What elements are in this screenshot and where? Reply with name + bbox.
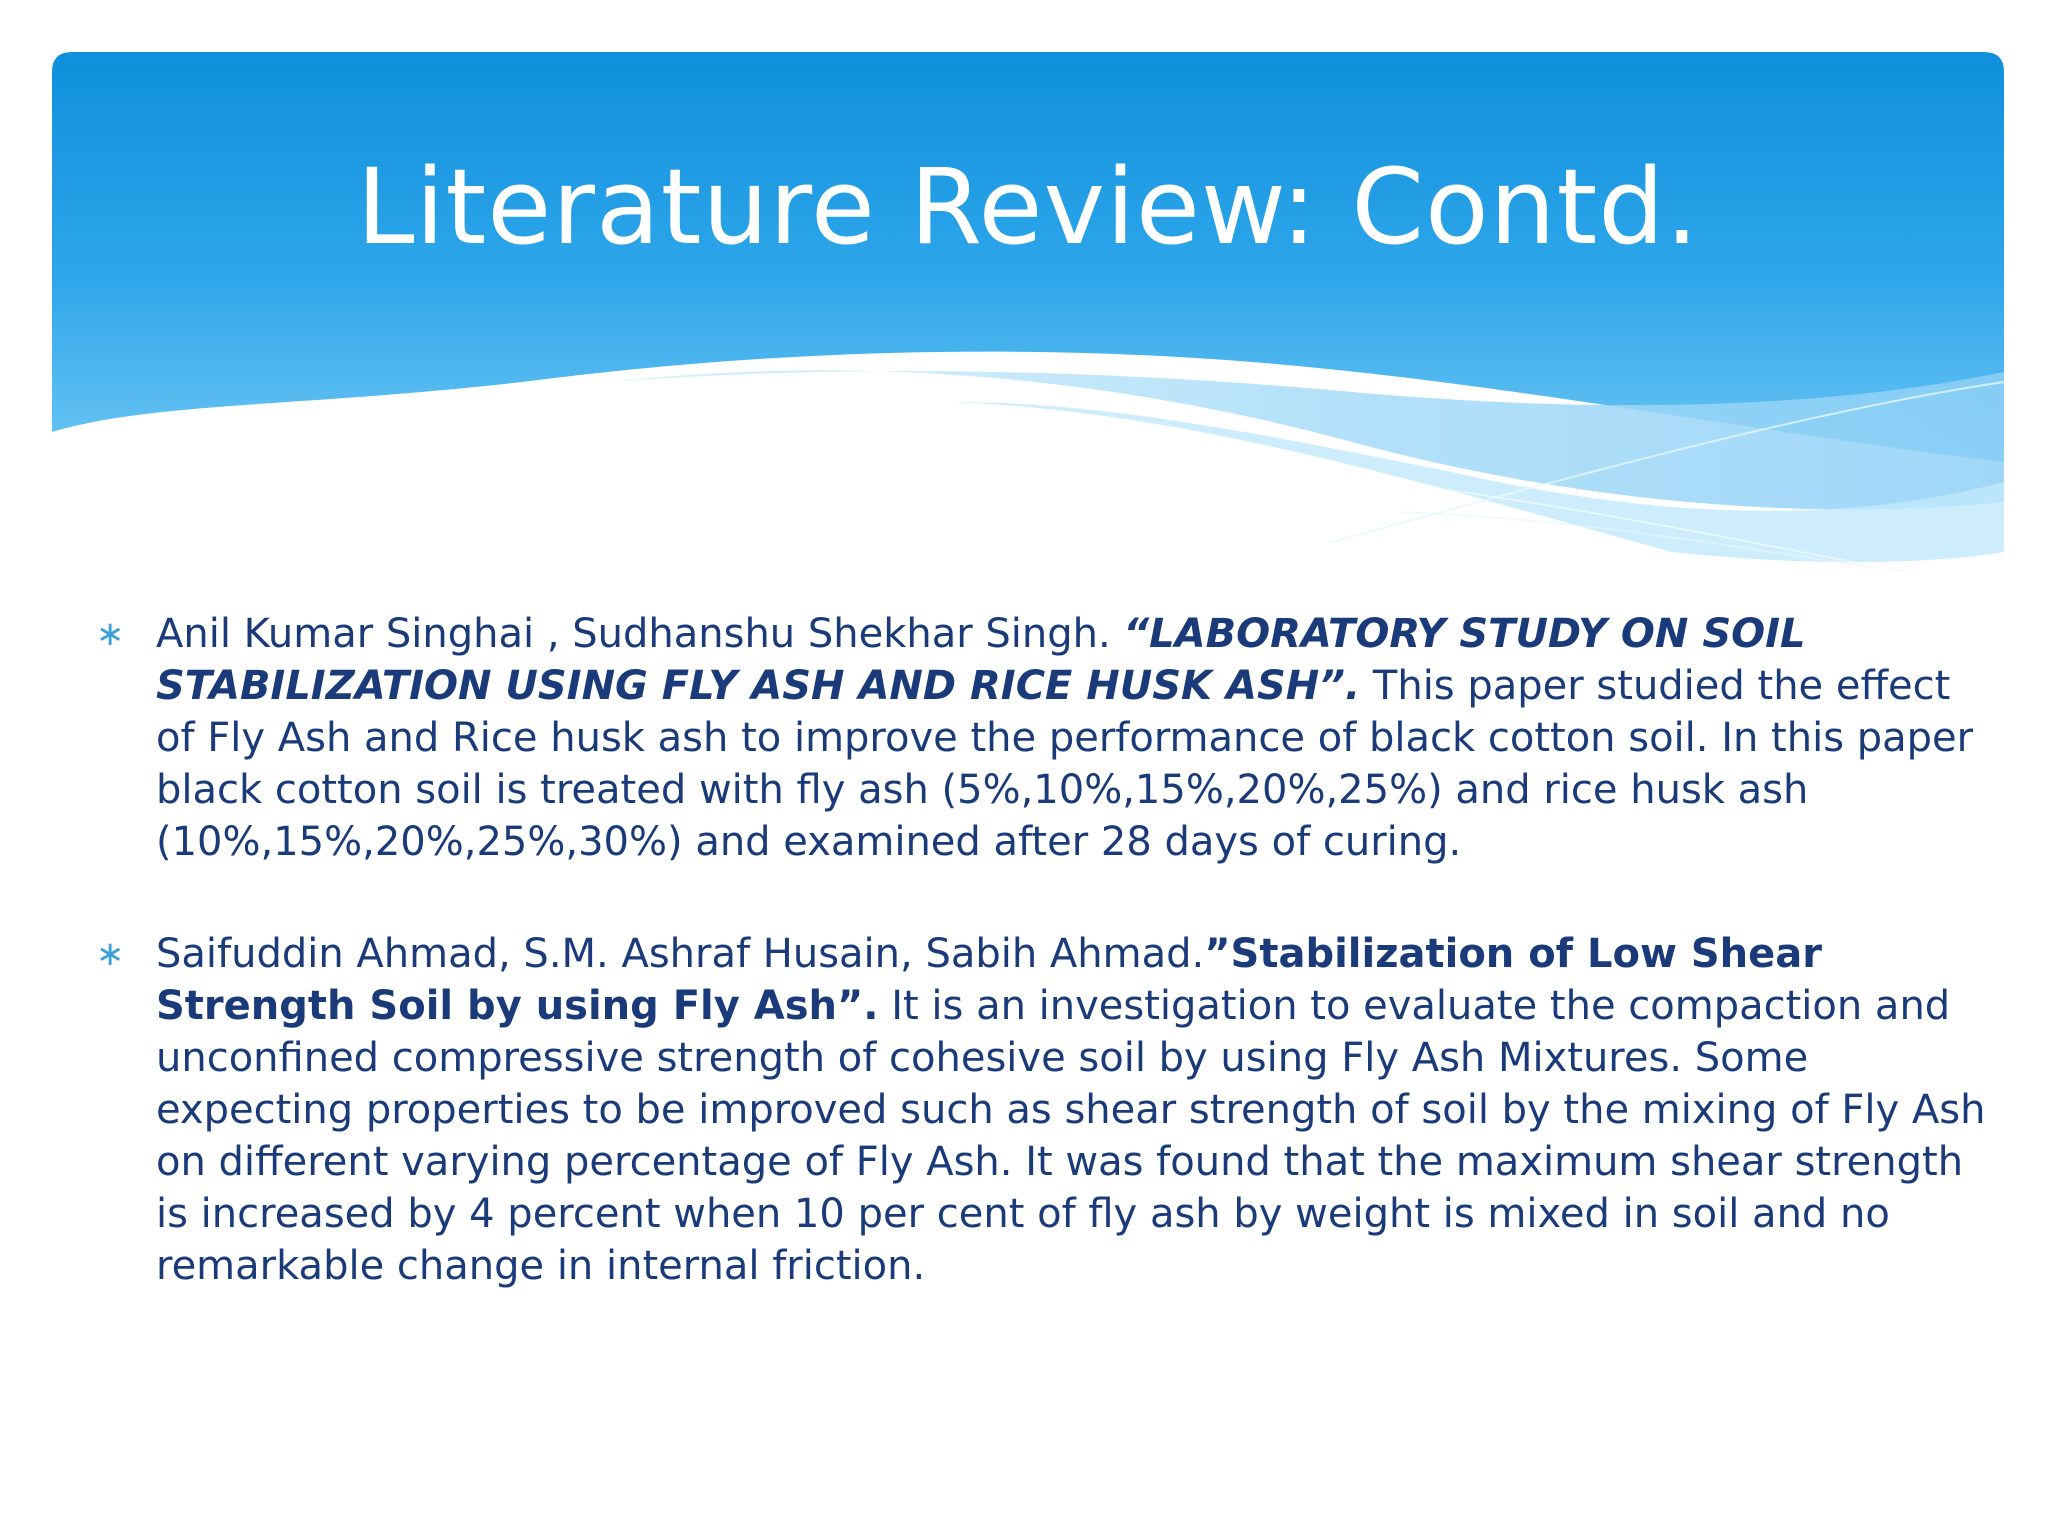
bullet-asterisk-icon: ∗ <box>96 934 125 974</box>
citation-title: “LABORATORY STUDY ON SOIL STABILIZATION USING FLY ASH AND RICE HUSK ASH”. <box>156 611 1806 709</box>
bullet-text <box>156 608 1996 868</box>
citation-authors: Saifuddin Ahmad, S.M. Ashraf Husain, Sabih Ahmad. <box>156 931 1205 977</box>
bullet-asterisk-icon: ∗ <box>96 614 125 654</box>
bullet-list <box>96 608 1996 1352</box>
bullet-text <box>156 928 1996 1292</box>
citation-summary: This paper studied the effect of Fly Ash and Rice husk ash to improve the performance of black cotton soil. In this paper black cotton soil is treated with fly ash (5%,10%,15%,20%,25%) and rice husk ash (10%,15%,20%,25%,30%) and examined after 28 days of curing. <box>156 663 1974 865</box>
header-wave-banner <box>52 52 2004 572</box>
citation-authors: Anil Kumar Singhai , Sudhanshu Shekhar Singh. <box>156 611 1124 657</box>
list-item <box>96 608 1996 868</box>
slide-title: Literature Review: Contd. <box>356 146 1700 268</box>
list-item <box>96 928 1996 1292</box>
citation-summary: It is an investigation to evaluate the compaction and unconfined compressive strength of cohesive soil by using Fly Ash Mixtures. Some expecting properties to be improved such as shear strength of soil by the mixing of Fly Ash on different varying percentage of Fly Ash. It was found that the maximum shear strength is increased by 4 percent when 10 per cent of fly ash by weight is mixed in soil and no remarkable change in internal friction. <box>156 983 1986 1289</box>
citation-title: ”Stabilization of Low Shear Strength Soil by using Fly Ash”. <box>156 931 1822 1029</box>
